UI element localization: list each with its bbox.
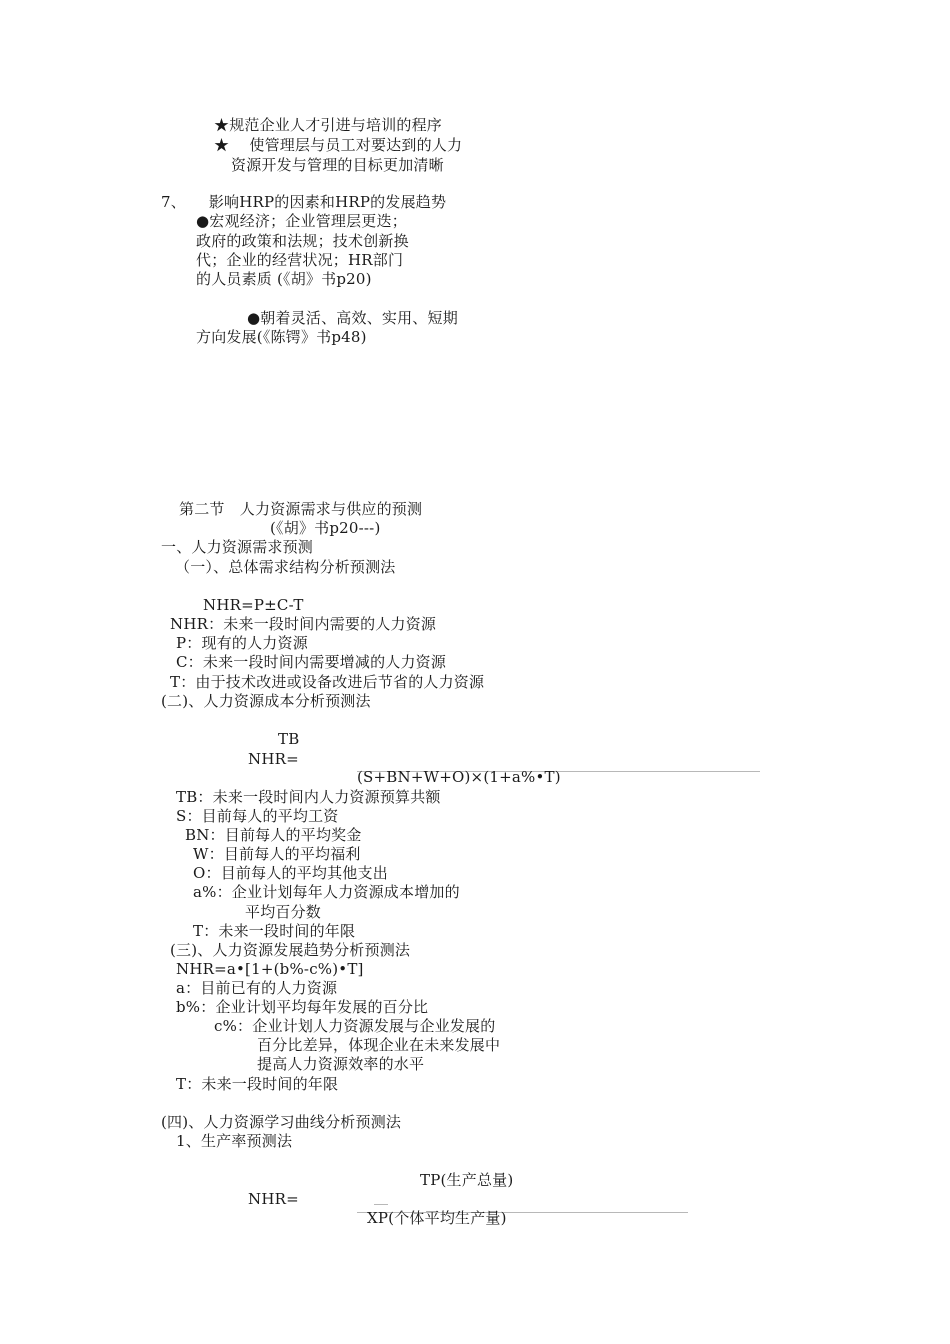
method-2-def-w: W：目前每人的平均福利: [193, 845, 361, 863]
method-2-denominator: (S+BN+W+O)×(1+a%•T): [357, 768, 561, 786]
bullet-star-2: ★ 使管理层与员工对要达到的人力: [214, 136, 463, 154]
method-3-def-a: a：目前已有的人力资源: [176, 979, 338, 997]
method-3-def-b: b%：企业计划平均每年发展的百分比: [176, 998, 429, 1016]
bullet-star-1: ★规范企业人才引进与培训的程序: [214, 116, 443, 134]
method-3-title: (三)、人力资源发展趋势分析预测法: [170, 941, 411, 959]
method-3-def-c-line-3: 提高人力资源效率的水平: [257, 1055, 425, 1073]
method-3-def-c-line-2: 百分比差异，体现企业在未来发展中: [257, 1036, 501, 1054]
method-4-title: (四)、人力资源学习曲线分析预测法: [161, 1113, 402, 1131]
method-2-lhs: NHR=: [248, 750, 299, 768]
method-2-def-tb: TB：未来一段时间内人力资源预算共额: [176, 788, 441, 806]
method-2-def-t: T：未来一段时间的年限: [193, 922, 356, 940]
method-4-denominator: XP(个体平均生产量): [367, 1209, 507, 1227]
factors-line-3: 代；企业的经营状况；HR部门: [196, 251, 404, 269]
method-2-numerator: TB: [278, 730, 300, 748]
section-7-heading: 7、 影响HRP的因素和HRP的发展趋势: [161, 193, 447, 211]
trend-line-1: ●朝着灵活、高效、实用、短期: [247, 309, 458, 327]
method-2-def-a: a%：企业计划每年人力资源成本增加的: [193, 883, 460, 901]
method-3-def-c: c%：企业计划人力资源发展与企业发展的: [214, 1017, 496, 1035]
method-3-def-t: T：未来一段时间的年限: [176, 1075, 339, 1093]
bullet-star-2-continuation: 资源开发与管理的目标更加清晰: [231, 156, 444, 174]
method-4-short-rule: [374, 1204, 388, 1205]
section-2-title: 第二节 人力资源需求与供应的预测: [179, 500, 423, 518]
method-2-def-o: O：目前每人的平均其他支出: [193, 864, 388, 882]
method-4-subheading-1: 1、生产率预测法: [176, 1132, 293, 1150]
method-1-def-nhr: NHR：未来一段时间内需要的人力资源: [170, 615, 437, 633]
method-4-numerator: TP(生产总量): [420, 1171, 514, 1189]
method-1-title: （一）、总体需求结构分析预测法: [175, 558, 396, 576]
trend-line-2: 方向发展(《陈锷》书p48): [196, 328, 367, 346]
method-2-def-bn: BN：目前每人的平均奖金: [185, 826, 362, 844]
factors-line-4: 的人员素质 (《胡》书p20): [196, 270, 372, 288]
section-2-reference: (《胡》书p20---): [270, 519, 381, 537]
factors-line-2: 政府的政策和法规；技术创新换: [196, 232, 409, 250]
method-3-formula: NHR=a•[1+(b%-c%)•T]: [176, 960, 364, 978]
method-1-def-p: P：现有的人力资源: [176, 634, 308, 652]
method-1-formula: NHR=P±C-T: [203, 596, 304, 614]
method-1-def-c: C：未来一段时间内需要增减的人力资源: [176, 653, 447, 671]
method-1-def-t: T：由于技术改进或设备改进后节省的人力资源: [170, 673, 485, 691]
method-2-title: (二)、人力资源成本分析预测法: [161, 692, 371, 710]
method-2-def-a-continuation: 平均百分数: [245, 903, 322, 921]
method-4-lhs: NHR=: [248, 1190, 299, 1208]
method-2-def-s: S：目前每人的平均工资: [176, 807, 339, 825]
part-1-heading: 一、人力资源需求预测: [161, 538, 314, 556]
factors-line-1: ●宏观经济；企业管理层更迭；: [196, 212, 407, 230]
